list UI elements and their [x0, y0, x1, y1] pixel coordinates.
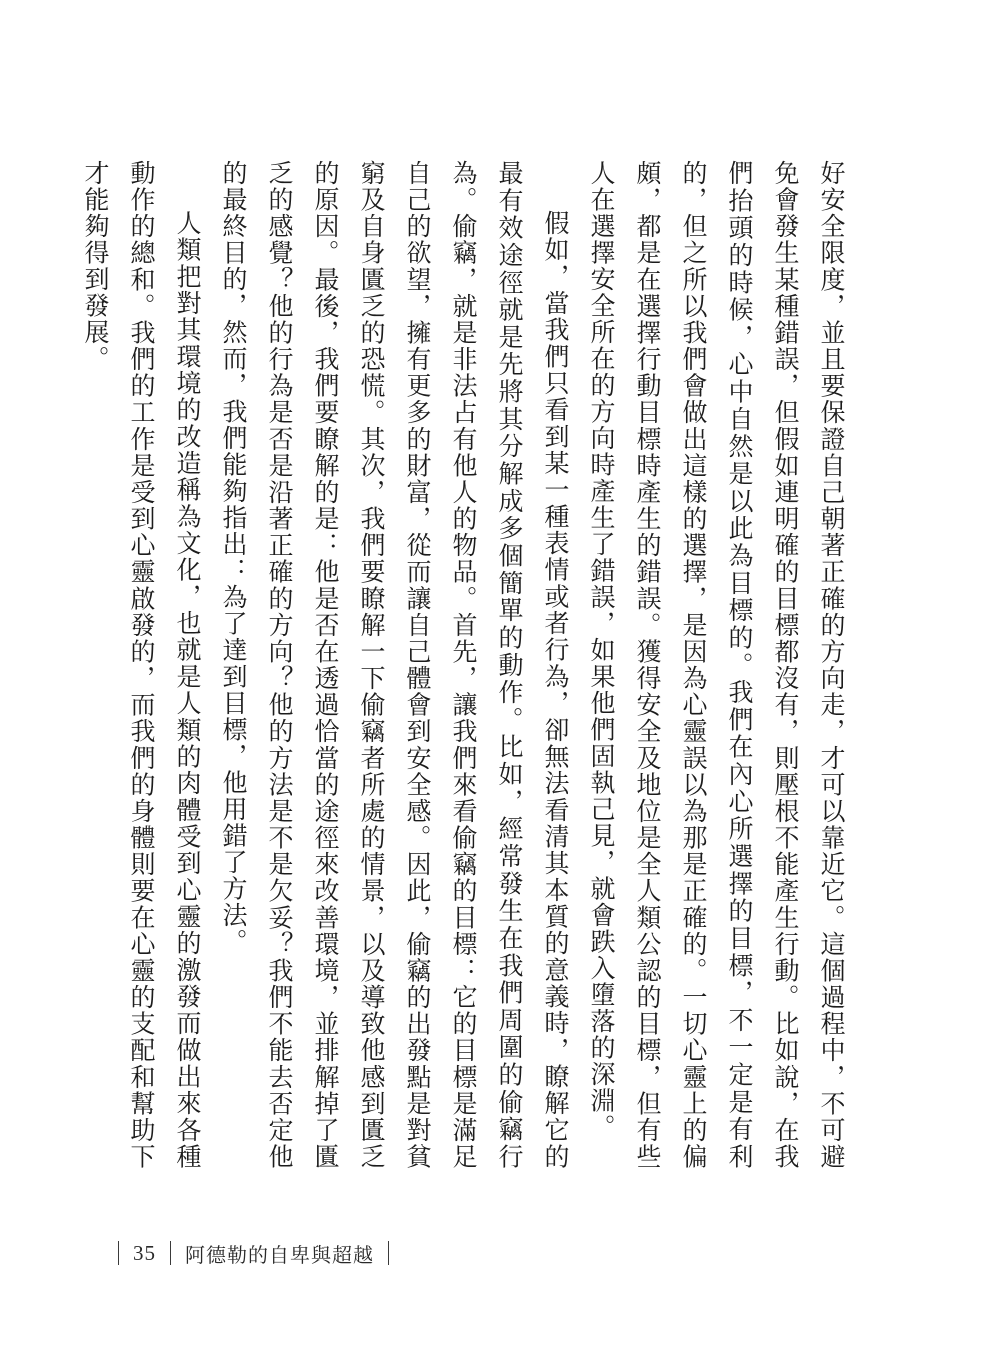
paragraph-3: 人類把對其環境的改造稱為文化，也就是人類的肉體受到心靈的激發而做出來各種動作的總和。我們的工作是受到心靈啟發的，而我們的身體則要在心靈的支配和幫助下才能夠得到發展。: [81, 160, 202, 1170]
running-title: 阿德勒的自卑與超越: [185, 1242, 374, 1267]
page-number: 35: [133, 1240, 156, 1265]
footer-divider-right: [388, 1241, 389, 1265]
paragraph-1: 好安全限度，並且要保證自己朝著正確的方向走，才可以靠近它。這個過程中，不可避免會發生某種錯誤，但假如連明確的目標都沒有，則壓根不能產生行動。比如說，在我們抬頭的時候，心中自然是以此為目標的。我們在內心所選擇的目標，不一定是有利的，但之所以我們會做出這樣的選擇，是因為心靈誤以為那是正確的。一切心靈上的偏頗，都是在選擇行動目標時產生的錯誤。獲得安全及地位是全人類公認的目標，但有些人在選擇安全所在的方向時產生了錯誤，如果他們固執己見，就會跌入墮落的深淵。: [587, 160, 846, 1170]
body-text: [72, 160, 854, 1170]
footer-divider-left: [118, 1241, 119, 1265]
footer-divider-middle: [170, 1241, 171, 1265]
paragraph-2: 假如，當我們只看到某一種表情或者行為，卻無法看清其本質的意義時，瞭解它的最有效途徑就是先將其分解成多個簡單的動作。比如，經常發生在我們周圍的偷竊行為。偷竊，就是非法占有他人的物品。首先，讓我們來看偷竊的目標：它的目標是滿足自己的欲望，擁有更多的財富，從而讓自己體會到安全感。因此，偷竊的出發點是對貧窮及自身匱乏的恐慌。其次，我們要瞭解一下偷竊者所處的情景，以及導致他感到匱乏的原因。最後，我們要瞭解的是：他是否在透過恰當的途徑來改善環境，並排解掉了匱乏的感覺？他的行為是否是沿著正確的方向？他的方法是不是欠妥？我們不能去否定他的最終目的，然而，我們能夠指出：為了達到目標，他用錯了方法。: [219, 160, 570, 1170]
page-footer: [118, 1238, 403, 1268]
